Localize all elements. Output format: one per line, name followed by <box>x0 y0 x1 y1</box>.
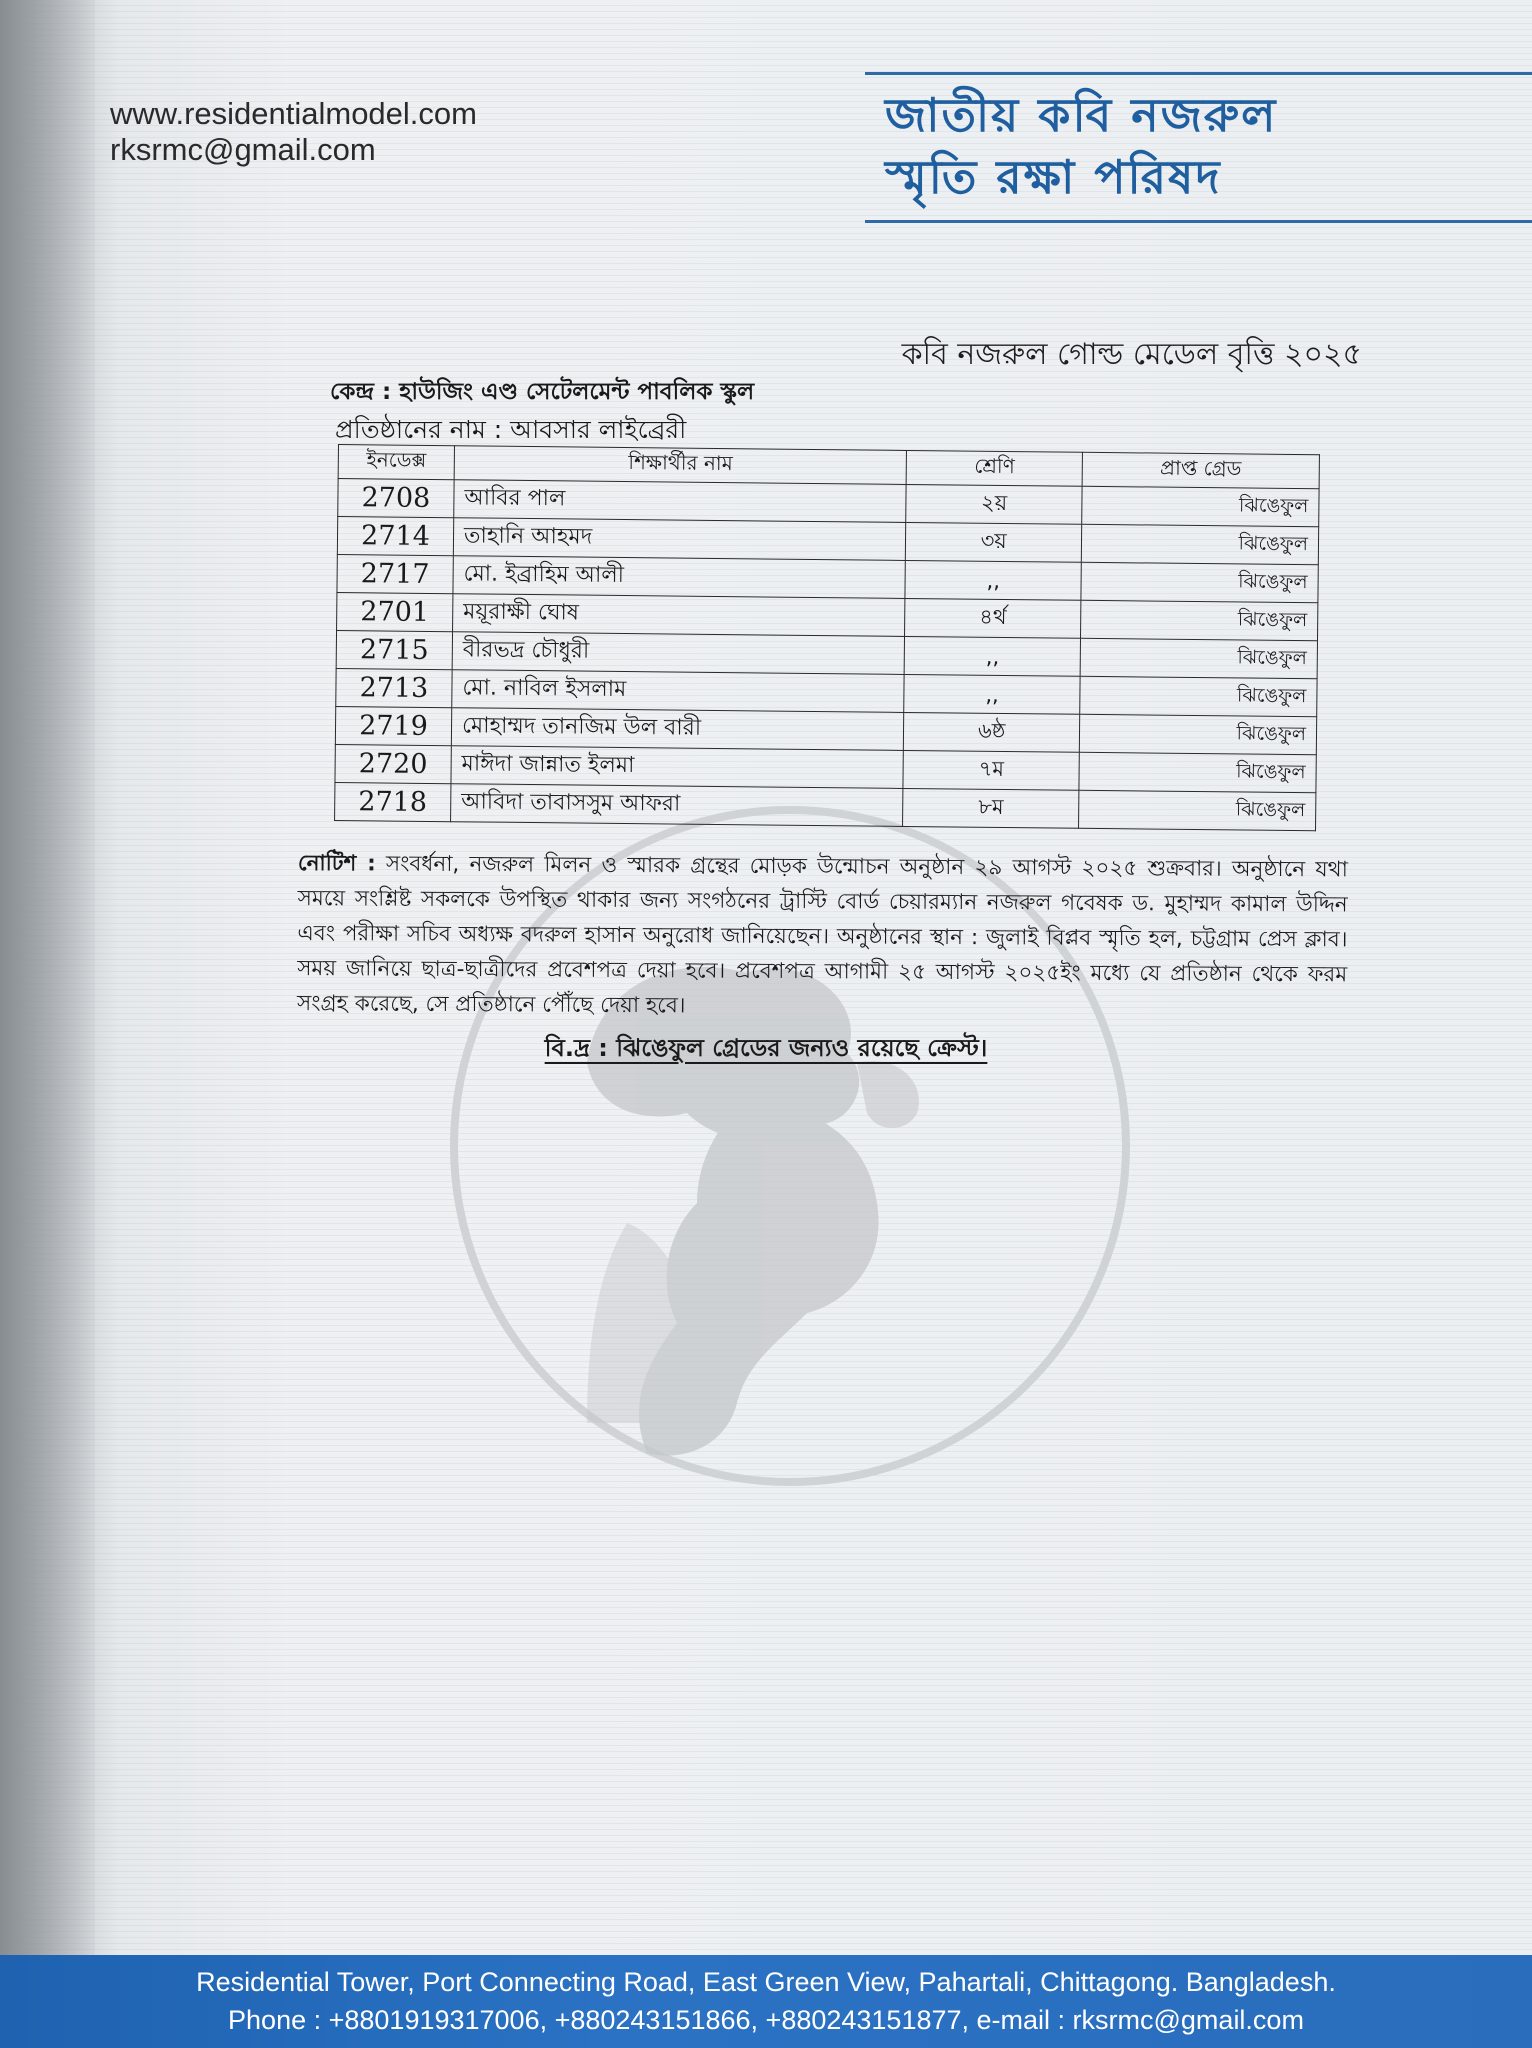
cell-grade: ঝিঙেফুল <box>1080 600 1317 640</box>
exam-center: কেন্দ্র : হাউজিং এণ্ড সেটেলমেন্ট পাবলিক স্কুল <box>330 379 755 405</box>
notice-text: সংবর্ধনা, নজরুল মিলন ও স্মারক গ্রন্থের মোড়ক উন্মোচন অনুষ্ঠান ২৯ আগস্ট ২০২৫ শুক্রবার। অনুষ্ঠানে যথা সময়ে সংশ্লিষ্ট সকলকে উপস্থিত থাকার জন্য সংগঠনের ট্রাস্টি বোর্ড চেয়ারম্যান নজরুল গবেষক ড. মুহাম্মদ কামাল উদ্দিন এবং পরীক্ষা সচিব অধ্যক্ষ বদরুল হাসান অনুরোধ জানিয়েছেন। অনুষ্ঠানের স্থান : জুলাই বিপ্লব স্মৃতি হল, চট্টগ্রাম প্রেস ক্লাব। সময় জানিয়ে ছাত্র-ছাত্রীদের প্রবেশপত্র দেয়া হবে। প্রবেশপত্র আগামী ২৫ আগস্ট ২০২৫ইং মধ্যে যে প্রতিষ্ঠান থেকে ফরম সংগ্রহ করেছে, সে প্রতিষ্ঠানে পৌঁছে দেয়া হবে। <box>296 851 1348 1019</box>
cell-class: ২য় <box>906 484 1082 524</box>
cell-grade: ঝিঙেফুল <box>1080 676 1317 716</box>
notice-label: নোটিশ : <box>297 850 376 877</box>
cell-index: 2718 <box>335 782 451 821</box>
footer-bar <box>0 1955 1532 2048</box>
organization-name <box>885 84 1277 208</box>
cell-class: ৮ম <box>903 788 1079 828</box>
cell-index: 2719 <box>335 706 451 745</box>
cell-class: ,, <box>904 674 1080 714</box>
cell-grade: ঝিঙেফুল <box>1081 524 1318 564</box>
cell-index: 2720 <box>335 744 451 783</box>
header-student-name: শিক্ষার্থীর নাম <box>454 446 907 485</box>
cell-class: ৩য় <box>906 522 1082 562</box>
cell-index: 2713 <box>336 668 452 707</box>
cell-grade: ঝিঙেফুল <box>1081 562 1318 602</box>
results-table <box>334 444 1320 831</box>
cell-grade: ঝিঙেফুল <box>1082 486 1319 526</box>
footer-address: Residential Tower, Port Connecting Road, East Green View, Pahartali, Chittagong. Bangladesh. <box>196 1967 1336 1997</box>
brand-bottom-rule <box>865 220 1532 223</box>
cell-name: ময়ূরাক্ষী ঘোষ <box>452 594 905 637</box>
binding-shadow <box>0 0 95 2048</box>
cell-name: মো. ইব্রাহিম আলী <box>453 556 906 599</box>
footer-phone: Phone : +8801919317006, +880243151866, +880243151877, e-mail : rksrmc@gmail.com <box>228 2005 1304 2035</box>
cell-index: 2715 <box>336 630 452 669</box>
cell-grade: ঝিঙেফুল <box>1078 790 1315 830</box>
cell-name: বীরভদ্র চৌধুরী <box>452 632 905 675</box>
cell-name: মাঈদা জান্নাত ইলমা <box>451 746 904 789</box>
cell-index: 2708 <box>338 479 454 518</box>
header-grade: প্রাপ্ত গ্রেড <box>1082 452 1319 488</box>
cell-grade: ঝিঙেফুল <box>1080 638 1317 678</box>
organization-name-line2: স্মৃতি রক্ষা পরিষদ <box>885 150 1222 204</box>
cell-class: ,, <box>905 636 1081 676</box>
cell-name: আবির পাল <box>454 480 907 523</box>
cell-index: 2714 <box>337 517 453 556</box>
remark-text: বি.দ্র : ঝিঙেফুল গ্রেডের জন্যও রয়েছে ক্রেস্ট। <box>544 1034 988 1062</box>
remark-line <box>0 1030 1532 1070</box>
notice-paragraph <box>297 846 1348 1027</box>
institution-name: প্রতিষ্ঠানের নাম : আবসার লাইব্রেরী <box>335 415 687 444</box>
cell-class: ৪র্থ <box>905 598 1081 638</box>
cell-grade: ঝিঙেফুল <box>1079 714 1316 754</box>
header-class: শ্রেণি <box>907 450 1083 486</box>
cell-name: মোহাম্মদ তানজিম উল বারী <box>451 708 904 751</box>
website-text[interactable]: www.residentialmodel.com <box>110 96 477 131</box>
cell-index: 2701 <box>337 592 453 631</box>
cell-name: তাহানি আহমদ <box>453 518 906 561</box>
cell-class: ,, <box>905 560 1081 600</box>
header-index: ইনডেক্স <box>338 445 454 480</box>
brand-top-rule <box>865 72 1532 75</box>
email-text[interactable]: rksrmc@gmail.com <box>110 132 376 167</box>
cell-name: মো. নাবিল ইসলাম <box>452 670 905 713</box>
organization-name-line1: জাতীয় কবি নজরুল <box>885 88 1278 142</box>
cell-index: 2717 <box>337 554 453 593</box>
event-title: কবি নজরুল গোল্ড মেডেল বৃত্তি ২০২৫ <box>901 337 1362 372</box>
contact-block <box>110 96 477 168</box>
cell-class: ৬ষ্ঠ <box>904 712 1080 752</box>
cell-grade: ঝিঙেফুল <box>1079 752 1316 792</box>
cell-name: আবিদা তাবাসসুম আফরা <box>451 784 904 827</box>
cell-class: ৭ম <box>903 750 1079 790</box>
